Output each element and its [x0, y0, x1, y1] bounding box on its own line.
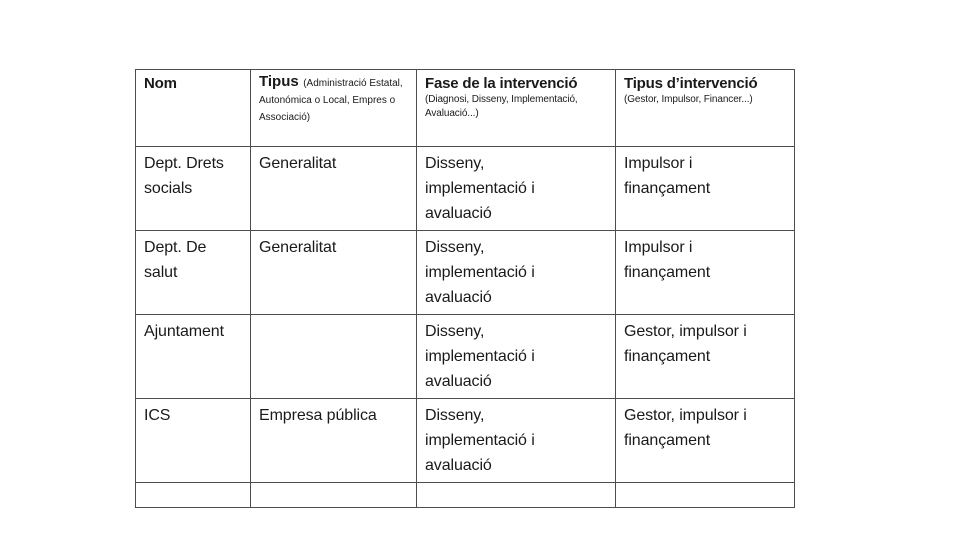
- table-row-empty: [136, 483, 795, 508]
- header-tipus-block: [259, 74, 409, 125]
- cell-tipus: Generalitat: [251, 231, 417, 315]
- cell-fase: Disseny, implementació i avaluació: [417, 147, 616, 231]
- table-row: [136, 315, 795, 399]
- header-intervencio-note: (Gestor, Impulsor, Financer...): [624, 94, 753, 105]
- cell-empty: [136, 483, 251, 508]
- cell-empty: [251, 483, 417, 508]
- header-fase-title: Fase de la intervenció: [425, 75, 578, 92]
- cell-tipus: Empresa pública: [251, 399, 417, 483]
- header-intervencio: [616, 70, 795, 147]
- cell-empty: [616, 483, 795, 508]
- table-header-row: [136, 70, 795, 147]
- cell-intervencio: Gestor, impulsor i finançament: [616, 399, 795, 483]
- cell-nom: Dept. Drets socials: [136, 147, 251, 231]
- cell-intervencio: Impulsor i finançament: [616, 147, 795, 231]
- header-intervencio-title: Tipus d’intervenció: [624, 75, 758, 92]
- cell-intervencio: Impulsor i finançament: [616, 231, 795, 315]
- header-nom-title: Nom: [144, 75, 177, 92]
- header-tipus-note: (Administració Estatal, Autonómica o Local, Empres o Associació): [259, 78, 403, 123]
- cell-tipus: [251, 315, 417, 399]
- cell-fase: Disseny, implementació i avaluació: [417, 399, 616, 483]
- cell-fase: Disseny, implementació i avaluació: [417, 231, 616, 315]
- cell-tipus: Generalitat: [251, 147, 417, 231]
- table-row: [136, 231, 795, 315]
- header-nom: [136, 70, 251, 147]
- table-row: [136, 399, 795, 483]
- header-fase-note: (Diagnosi, Disseny, Implementació, Avaluació...): [425, 94, 578, 119]
- header-fase: [417, 70, 616, 147]
- header-tipus: [251, 70, 417, 147]
- intervention-table: [135, 69, 795, 508]
- table-row: [136, 147, 795, 231]
- cell-empty: [417, 483, 616, 508]
- cell-intervencio: Gestor, impulsor i finançament: [616, 315, 795, 399]
- cell-nom: Dept. De salut: [136, 231, 251, 315]
- cell-nom: Ajuntament: [136, 315, 251, 399]
- cell-nom: ICS: [136, 399, 251, 483]
- cell-fase: Disseny, implementació i avaluació: [417, 315, 616, 399]
- header-tipus-title: Tipus: [259, 73, 299, 90]
